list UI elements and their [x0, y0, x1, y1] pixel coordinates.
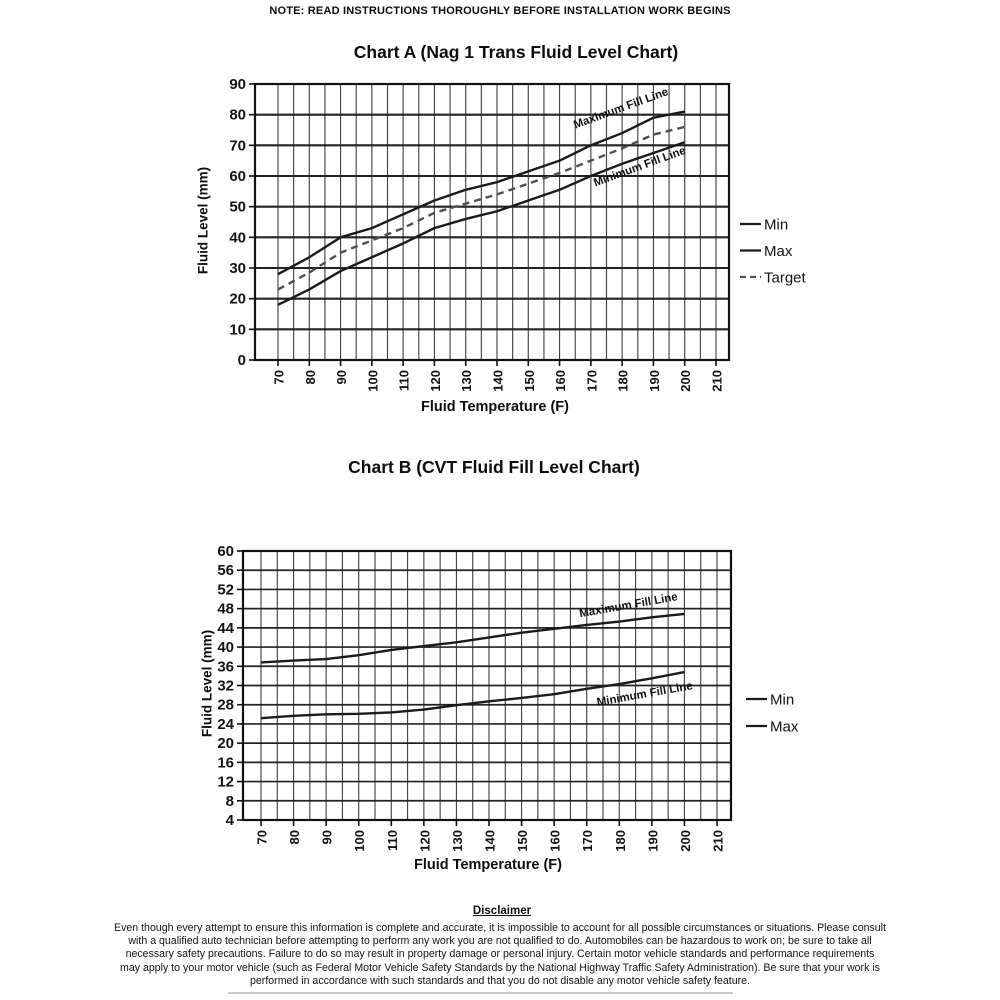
chart-a-axes: [229, 76, 724, 392]
chart-b-x-tick-label: 140: [482, 830, 498, 852]
chart-b-y-tick-label: 4: [225, 812, 234, 829]
chart-a-y-tick-label: 50: [229, 198, 246, 216]
chart-b-x-tick-label: 200: [677, 830, 693, 852]
chart-a-y-tick-label: 0: [237, 352, 246, 369]
chart-b-legend: [746, 692, 799, 736]
chart-b-x-tick-label: 100: [352, 830, 368, 852]
chart-a-y-tick-label: 90: [229, 76, 246, 93]
chart-b-y-axis-title: Fluid Level (mm): [199, 629, 215, 738]
chart-b-y-tick-label: 32: [217, 677, 234, 695]
chart-b-y-tick-label: 20: [217, 735, 234, 753]
chart-b-y-tick-label: 24: [217, 715, 234, 733]
chart-a-y-tick-label: 40: [229, 229, 246, 247]
chart-a-x-tick-label: 80: [302, 370, 318, 385]
chart-b-y-tick-label: 8: [225, 792, 234, 810]
chart-a-y-tick-label: 30: [229, 260, 246, 277]
chart-b-x-tick-label: 160: [547, 830, 563, 852]
chart-a-x-tick-label: 150: [521, 370, 537, 392]
chart-b-annotation: Maximum Fill Line: [578, 591, 679, 621]
chart-b-x-tick-label: 90: [319, 830, 335, 845]
disclaimer-heading: Disclaimer: [472, 905, 532, 917]
chart-b-x-tick-label: 150: [515, 830, 531, 852]
chart-a-x-tick-label: 100: [365, 370, 381, 392]
disclaimer-line: Even though every attempt to ensure this information is complete and accurate, it is impossible to account for all possible circumstances or situations. Please consult: [114, 922, 886, 934]
chart-a-y-tick-label: 80: [229, 106, 246, 124]
chart-a-plot: [229, 76, 806, 392]
chart-b-y-tick-label: 16: [217, 754, 234, 772]
chart-a-title: Chart A (Nag 1 Trans Fluid Level Chart): [353, 42, 679, 62]
chart-a-x-tick-label: 170: [584, 370, 600, 392]
chart-a-border: [255, 84, 729, 360]
chart-a-x-tick-label: 180: [615, 370, 631, 392]
chart-b-plot: [217, 543, 799, 852]
chart-b-y-tick-label: 40: [217, 639, 234, 657]
disclaimer-line: performed in accordance with such standards and that you do not disable any motor vehicle safety feature.: [250, 974, 750, 987]
chart-a-x-tick-label: 130: [459, 370, 475, 392]
chart-a-x-axis-title: Fluid Temperature (F): [421, 399, 569, 415]
disclaimer-line: necessary safety precautions. Failure to do so may result in property damage or personal injury. Certain motor vehicle standards and performance requirements: [125, 948, 875, 961]
chart-a-x-tick-label: 200: [678, 370, 694, 392]
chart-b-y-tick-label: 44: [217, 619, 234, 637]
chart-b-y-tick-label: 56: [217, 562, 234, 580]
chart-a-annotation: Maximum Fill Line: [572, 86, 671, 132]
chart-a-y-tick-label: 60: [229, 168, 246, 185]
chart-a-x-tick-label: 210: [709, 370, 725, 392]
chart-b-x-tick-label: 70: [254, 830, 270, 845]
chart-a-legend-label-target: Target: [764, 269, 806, 287]
chart-a-x-tick-label: 140: [490, 370, 506, 392]
chart-b-x-tick-label: 110: [384, 830, 400, 851]
chart-b-y-tick-label: 60: [217, 543, 234, 560]
chart-b-x-tick-label: 170: [580, 830, 596, 852]
chart-b-x-tick-label: 120: [417, 830, 433, 852]
chart-a-annotation: Minimum Fill Line: [592, 144, 688, 190]
chart-b-x-tick-label: 80: [287, 830, 303, 845]
chart-b-x-tick-label: 210: [710, 830, 726, 852]
chart-a-y-tick-label: 20: [229, 290, 246, 308]
chart-a-legend-label-max: Max: [764, 243, 793, 260]
chart-a-x-tick-label: 70: [271, 370, 287, 385]
chart-b-x-tick-label: 190: [645, 830, 661, 852]
chart-b-y-tick-label: 48: [217, 600, 234, 618]
chart-a-y-axis-title: Fluid Level (mm): [195, 166, 211, 275]
chart-a-x-tick-label: 90: [334, 370, 350, 385]
chart-a-legend: [740, 217, 807, 287]
chart-b-y-tick-label: 28: [217, 696, 234, 714]
disclaimer-line: with a qualified auto technician before attempting to perform any work you are not qualified to do. Automobiles can be hazardous to work on; be sure to take all: [128, 935, 872, 948]
chart-a-grid: [255, 84, 729, 360]
chart-b-title: Chart B (CVT Fluid Fill Level Chart): [348, 457, 640, 477]
chart-a-x-tick-label: 160: [553, 370, 569, 392]
chart-a-y-tick-label: 70: [229, 137, 246, 155]
chart-b-legend-label-max: Max: [770, 718, 799, 736]
chart-b-x-tick-label: 180: [612, 830, 628, 852]
scan-artifact-line: [228, 992, 733, 994]
chart-b-x-axis-title: Fluid Temperature (F): [414, 857, 562, 873]
installation-note: NOTE: READ INSTRUCTIONS THOROUGHLY BEFORE INSTALLATION WORK BEGINS: [269, 5, 731, 17]
chart-a-x-tick-label: 110: [396, 370, 412, 391]
chart-b-y-tick-label: 12: [217, 773, 234, 791]
disclaimer-body: [25, 922, 975, 988]
chart-a-y-tick-label: 10: [229, 321, 246, 339]
chart-b-annotation: Minimum Fill Line: [595, 680, 694, 709]
disclaimer-line: may apply to your motor vehicle (such as Federal Motor Vehicle Safety Standards by the National Highway Traffic Safety Administration). Be sure that your work is: [120, 961, 880, 974]
chart-b-x-tick-label: 130: [449, 830, 465, 852]
chart-b-y-tick-label: 52: [217, 581, 234, 599]
chart-a-legend-label-min: Min: [764, 216, 789, 234]
chart-a-x-tick-label: 190: [646, 370, 662, 392]
chart-b-y-tick-label: 36: [217, 658, 234, 676]
chart-b-legend-label-min: Min: [770, 691, 795, 709]
chart-a-x-tick-label: 120: [427, 370, 443, 392]
